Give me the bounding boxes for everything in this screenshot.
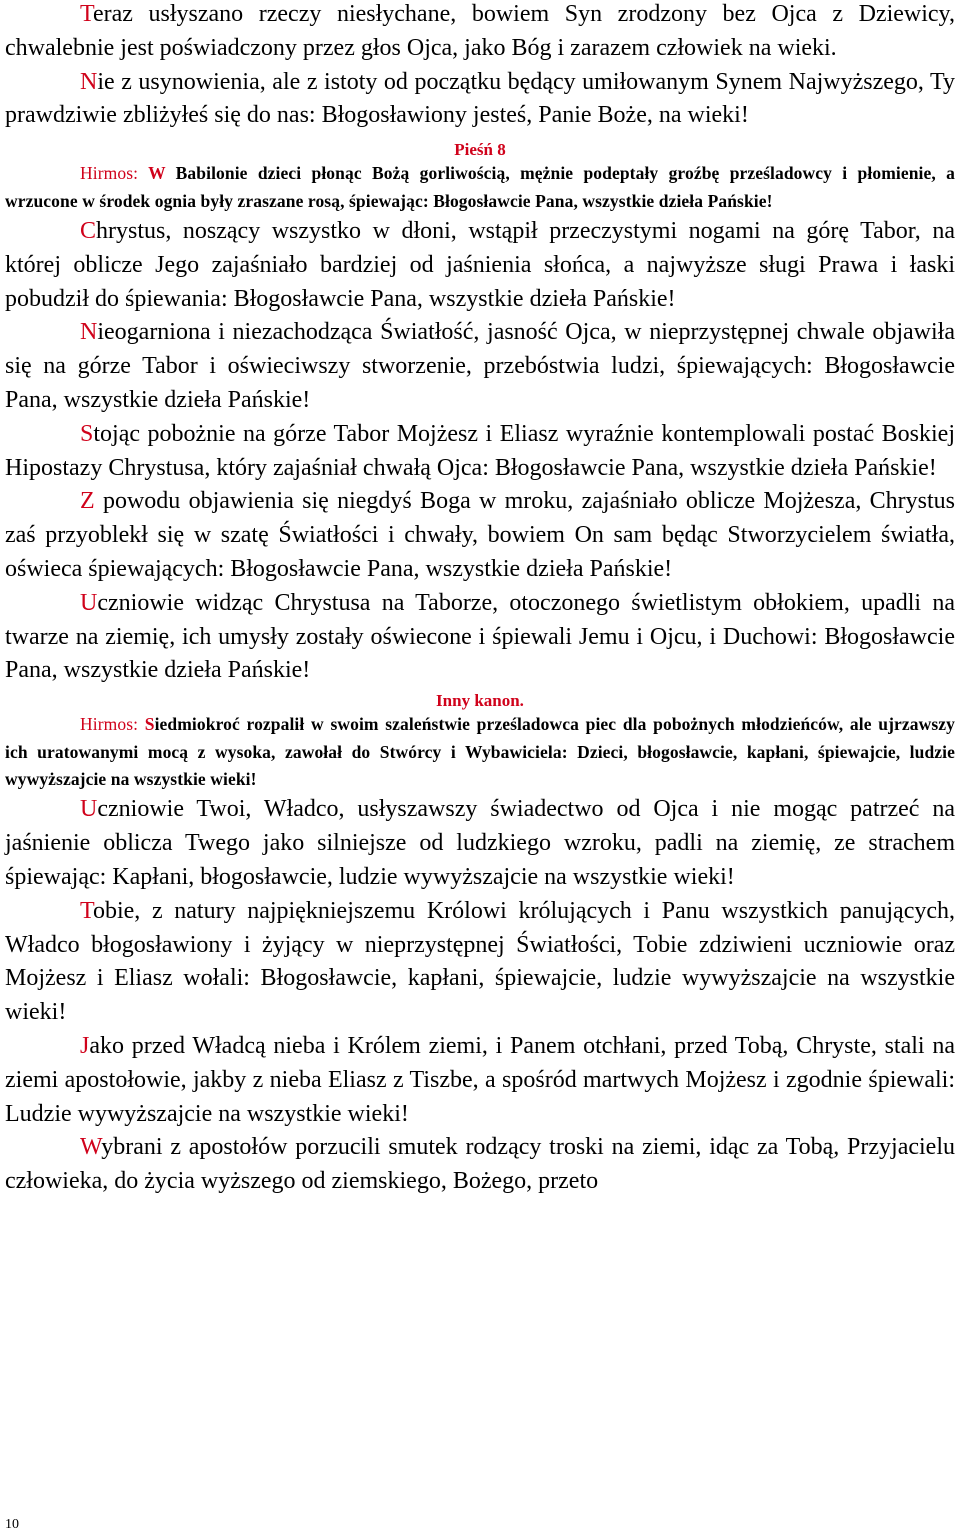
paragraph-text: ie z usynowienia, ale z istoty od początku będący umiłowanym Synem Najwyższego, Ty prawdziwie zbliżyłeś się do nas: Błogosławiony jesteś, Panie Boże, na wieki! [5, 68, 955, 129]
paragraph-text: hrystus, noszący wszystko w dłoni, wstąpił przeczystymi nogami na górę Tabor, na której oblicze Jego zajaśniało bardziej od jaśnienia słońca, a najwyższe sługi Prawa i łaski pobudził do śpiewania: Błogosławcie Pana, wszystkie dzieła Pańskie! [5, 218, 955, 312]
other-canon-heading: Inny kanon. [436, 691, 524, 711]
initial-letter: N [80, 319, 98, 346]
troparion [5, 895, 955, 1030]
troparion [5, 418, 955, 486]
initial-letter: N [80, 68, 98, 95]
paragraph-text: obie, z natury najpiękniejszemu Królowi królujących i Panu wszystkich panujących, Władco błogosławiony i żyjący w nieprzystępnej Światłości, Tobie zdziwieni uczniowie oraz Mojżesz i Eliasz wołali: Błogosławcie, kapłani, śpiewajcie, ludzie wywyższajcie na wszystkie wieki! [5, 897, 955, 1026]
initial-letter: S [80, 420, 94, 447]
paragraph-text: eraz usłyszano rzeczy niesłychane, bowiem Syn zrodzony bez Ojca z Dziewicy, chwalebnie jest poświadczony przez głos Ojca, jako Bóg i zarazem człowiek na wieki. [5, 1, 955, 61]
initial-letter: T [80, 1, 93, 27]
initial-letter: T [80, 897, 93, 924]
troparion [5, 215, 955, 316]
paragraph-text: powodu objawienia się niegdyś Boga w mroku, zajaśniało oblicze Mojżesza, Chrystus zaś przyoblekł się w szatę Światłości i chwały, bowiem On sam będąc Stworzycielem światła, oświeca śpiewających: Błogosławcie Pana, wszystkie dzieła Pańskie! [5, 488, 955, 582]
troparion [5, 587, 955, 688]
hirmos-label: Hirmos: [80, 163, 139, 184]
document-page [5, 0, 955, 1199]
ode-8-hirmos [5, 160, 955, 215]
troparion [5, 1131, 955, 1199]
paragraph-text: czniowie widząc Chrystusa na Taborze, otoczonego świetlistym obłokiem, upadli na twarze na ziemię, ich umysły zostały oświecone i śpiewali Jemu i Ojcu, i Duchowi: Błogosławcie Pana, wszystkie dzieła Pańskie! [5, 589, 955, 684]
troparion [5, 793, 955, 894]
page-number: 10 [5, 1517, 19, 1532]
hirmos-text: iedmiokroć rozpalił w swoim szaleństwie prześladowca piec dla pobożnych młodzieńców, ale ujrzawszy ich uratowanymi mocą z wysoka, zawołał do Stwórcy i Wybawiciela: Dzieci, błogosławcie, kapłani, śpiewajcie, ludzie wywyższajcie na wszystkie wieki! [5, 714, 955, 789]
initial-letter: C [80, 218, 97, 244]
initial-letter: W [148, 163, 166, 184]
troparion [5, 485, 955, 586]
paragraph-text: ako przed Władcą nieba i Królem ziemi, i Panem otchłani, przed Tobą, Chryste, stali na ziemi apostołowie, jakby z nieba Eliasz z Tiszbe, a spośród martwych Mojżesz i zgodnie śpiewali: Ludzie wywyższajcie na wszystkie wieki! [5, 1032, 955, 1127]
initial-letter: U [80, 796, 98, 823]
initial-letter: S [144, 714, 155, 735]
initial-letter: U [80, 589, 98, 616]
initial-letter: W [80, 1134, 102, 1161]
troparion [5, 316, 955, 417]
other-canon-hirmos [5, 711, 955, 793]
hirmos-text: Babilonie dzieci płonąc Bożą gorliwością, mężnie podeptały groźbę prześladowcy i płomienie, a wrzucone w środek ognia były zraszane rosą, śpiewając: Błogosławcie Pana, wszystkie dzieła Pańskie! [5, 163, 955, 211]
paragraph-text: tojąc pobożnie na górze Tabor Mojżesz i Eliasz wyraźnie kontemplowali postać Boskiej Hipostazy Chrystusa, który zajaśniał chwałą Ojca: Błogosławcie Pana, wszystkie dzieła Pańskie! [5, 420, 955, 481]
paragraph-text: czniowie Twoi, Władco, usłyszawszy świadectwo od Ojca i nie mogąc patrzeć na jaśnienie oblicza Twego jako silniejsze od ludzkiego wzroku, padli na ziemię, ze strachem śpiewając: Kapłani, błogosławcie, ludzie wywyższajcie na wszystkie wieki! [5, 796, 955, 890]
paragraph-text: ieogarniona i niezachodząca Światłość, jasność Ojca, w nieprzystępnej chwale objawiła się na górze Tabor i oświeciwszy stworzenie, przebóstwia ludzi, śpiewających: Błogosławcie Pana, wszystkie dzieła Pańskie! [5, 319, 955, 413]
troparion [5, 1030, 955, 1131]
initial-letter: Z [80, 488, 95, 515]
initial-letter: J [80, 1032, 90, 1059]
ode-8-heading: Pieśń 8 [454, 140, 506, 160]
troparion [5, 66, 955, 134]
hirmos-label: Hirmos: [80, 714, 139, 735]
paragraph-text: ybrani z apostołów porzucili smutek rodzący troski na ziemi, idąc za Tobą, Przyjacielu człowieka, do życia wyższego od ziemskiego, Bożego, przeto [5, 1134, 955, 1195]
troparion [5, 0, 955, 66]
